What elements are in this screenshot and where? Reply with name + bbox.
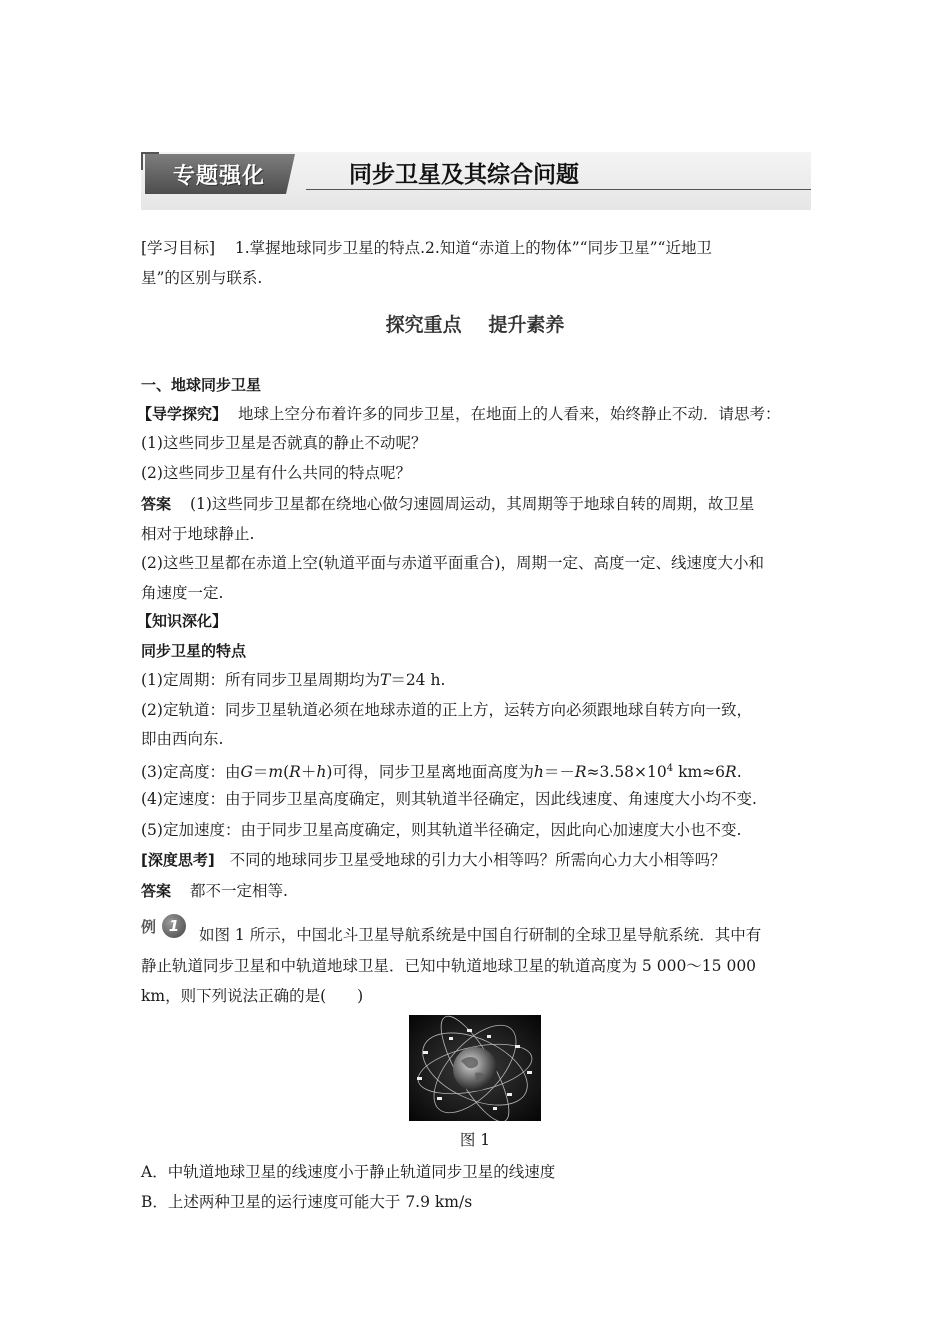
feature-period-text: (1)定周期：所有同步卫星周期均为 bbox=[141, 671, 380, 689]
answer-2-line-2: 角速度一定. bbox=[141, 584, 224, 602]
answer-1-line-1 bbox=[141, 489, 754, 519]
objectives-text-1: 1.掌握地球同步卫星的特点.2.知道“赤道上的物体”“同步卫星”“近地卫 bbox=[234, 239, 712, 257]
example-line-2: 静止轨道同步卫星和中轨道地球卫星．已知中轨道地球卫星的轨道高度为 5 000～15 000 bbox=[141, 957, 757, 975]
deep-thinking bbox=[141, 845, 726, 875]
deep-label: [深度思考] bbox=[141, 851, 215, 869]
example-number: 1 bbox=[162, 914, 186, 938]
period-symbol: T bbox=[379, 671, 391, 689]
question-1: (1)这些同步卫星是否就真的静止不动呢？ bbox=[141, 434, 427, 452]
symbol-R-2: R bbox=[574, 763, 587, 782]
knowledge-label: 【知识深化】 bbox=[137, 612, 228, 630]
deep-answer-label: 答案 bbox=[141, 882, 172, 900]
guide-label: 【导学探究】 bbox=[137, 405, 228, 423]
section-title-right: 提升素养 bbox=[488, 314, 565, 336]
feature-height bbox=[141, 754, 742, 787]
deep-text: 不同的地球同步卫星受地球的引力大小相等吗？所需向心力大小相等吗？ bbox=[229, 851, 726, 869]
symbol-R-3: R bbox=[725, 763, 737, 782]
example-line-1: 如图 1 所示，中国北斗卫星导航系统是中国自行研制的全球卫星导航系统．其中有 bbox=[199, 926, 762, 944]
option-b: B．上述两种卫星的运行速度可能大于 7.9 km/s bbox=[141, 1193, 473, 1211]
answer-1-text: (1)这些同步卫星都在绕地心做匀速圆周运动，其周期等于地球自转的周期，故卫星 bbox=[189, 495, 755, 513]
page-title: 同步卫星及其综合问题 bbox=[349, 162, 579, 188]
objectives-line-1 bbox=[141, 233, 712, 263]
answer-label: 答案 bbox=[141, 495, 172, 513]
symbol-m: m bbox=[268, 763, 284, 782]
period-value: ＝24 h. bbox=[390, 671, 446, 689]
height-text-pre: (3)定高度：由 bbox=[141, 763, 241, 782]
height-value: ≈3.58×10 bbox=[586, 763, 667, 782]
header-banner bbox=[141, 148, 811, 212]
height-eq-2: ＝－ bbox=[543, 763, 575, 782]
symbol-G: G bbox=[240, 763, 253, 782]
symbol-h-2: h bbox=[533, 763, 544, 782]
height-unit: km≈6 bbox=[673, 763, 726, 782]
feature-orbit-line-2: 即由西向东. bbox=[141, 730, 224, 748]
symbol-h: h bbox=[316, 763, 327, 782]
paren-open: ( bbox=[283, 763, 290, 782]
example-badge bbox=[141, 914, 191, 940]
guide-text: 地球上空分布着许多的同步卫星，在地面上的人看来，始终静止不动．请思考： bbox=[237, 405, 781, 423]
height-end: . bbox=[736, 763, 742, 782]
height-eq: ＝ bbox=[252, 763, 269, 782]
feature-period bbox=[141, 665, 445, 695]
height-text-mid: )可得，同步卫星离地面高度为 bbox=[326, 763, 534, 782]
guide-paragraph bbox=[137, 399, 780, 429]
feature-speed: (4)定速度：由于同步卫星高度确定，则其轨道半径确定，因此线速度、角速度大小均不变. bbox=[141, 790, 757, 808]
feature-acceleration: (5)定加速度：由于同步卫星高度确定，则其轨道半径确定，因此向心加速度大小也不变. bbox=[141, 821, 742, 839]
objectives-line-2: 星”的区别与联系. bbox=[141, 269, 263, 287]
banner-tag: 专题强化 bbox=[173, 164, 266, 189]
height-exponent: 4 bbox=[666, 763, 674, 774]
example-line-3: km，则下列说法正确的是( ) bbox=[141, 987, 364, 1005]
banner-corner-mark bbox=[141, 152, 159, 170]
satellite-figure bbox=[409, 1015, 541, 1121]
question-2: (2)这些同步卫星有什么共同的特点呢？ bbox=[141, 464, 411, 482]
objectives-label: [学习目标] bbox=[141, 239, 216, 257]
answer-1-line-2: 相对于地球静止. bbox=[141, 525, 255, 543]
answer-2-line-1: (2)这些卫星都在赤道上空(轨道平面与赤道平面重合)，周期一定、高度一定、线速度大小和 bbox=[141, 554, 765, 572]
section-title bbox=[0, 310, 950, 337]
part1-heading: 一、地球同步卫星 bbox=[141, 376, 262, 394]
deep-answer bbox=[141, 876, 288, 906]
figure-caption: 图 1 bbox=[459, 1131, 491, 1149]
knowledge-subheading: 同步卫星的特点 bbox=[141, 642, 247, 660]
symbol-R: R bbox=[289, 763, 301, 782]
banner-rule bbox=[306, 189, 811, 190]
option-a: A．中轨道地球卫星的线速度小于静止轨道同步卫星的线速度 bbox=[141, 1163, 556, 1181]
deep-answer-text: 都不一定相等. bbox=[189, 882, 288, 900]
plus-sign: ＋ bbox=[300, 763, 317, 782]
feature-orbit-line-1: (2)定轨道：同步卫星轨道必须在地球赤道的正上方，运转方向必须跟地球自转方向一致， bbox=[141, 701, 752, 719]
section-title-left: 探究重点 bbox=[385, 314, 462, 336]
satellite-orbits-image bbox=[409, 1015, 541, 1121]
example-label: 例 bbox=[141, 918, 157, 936]
